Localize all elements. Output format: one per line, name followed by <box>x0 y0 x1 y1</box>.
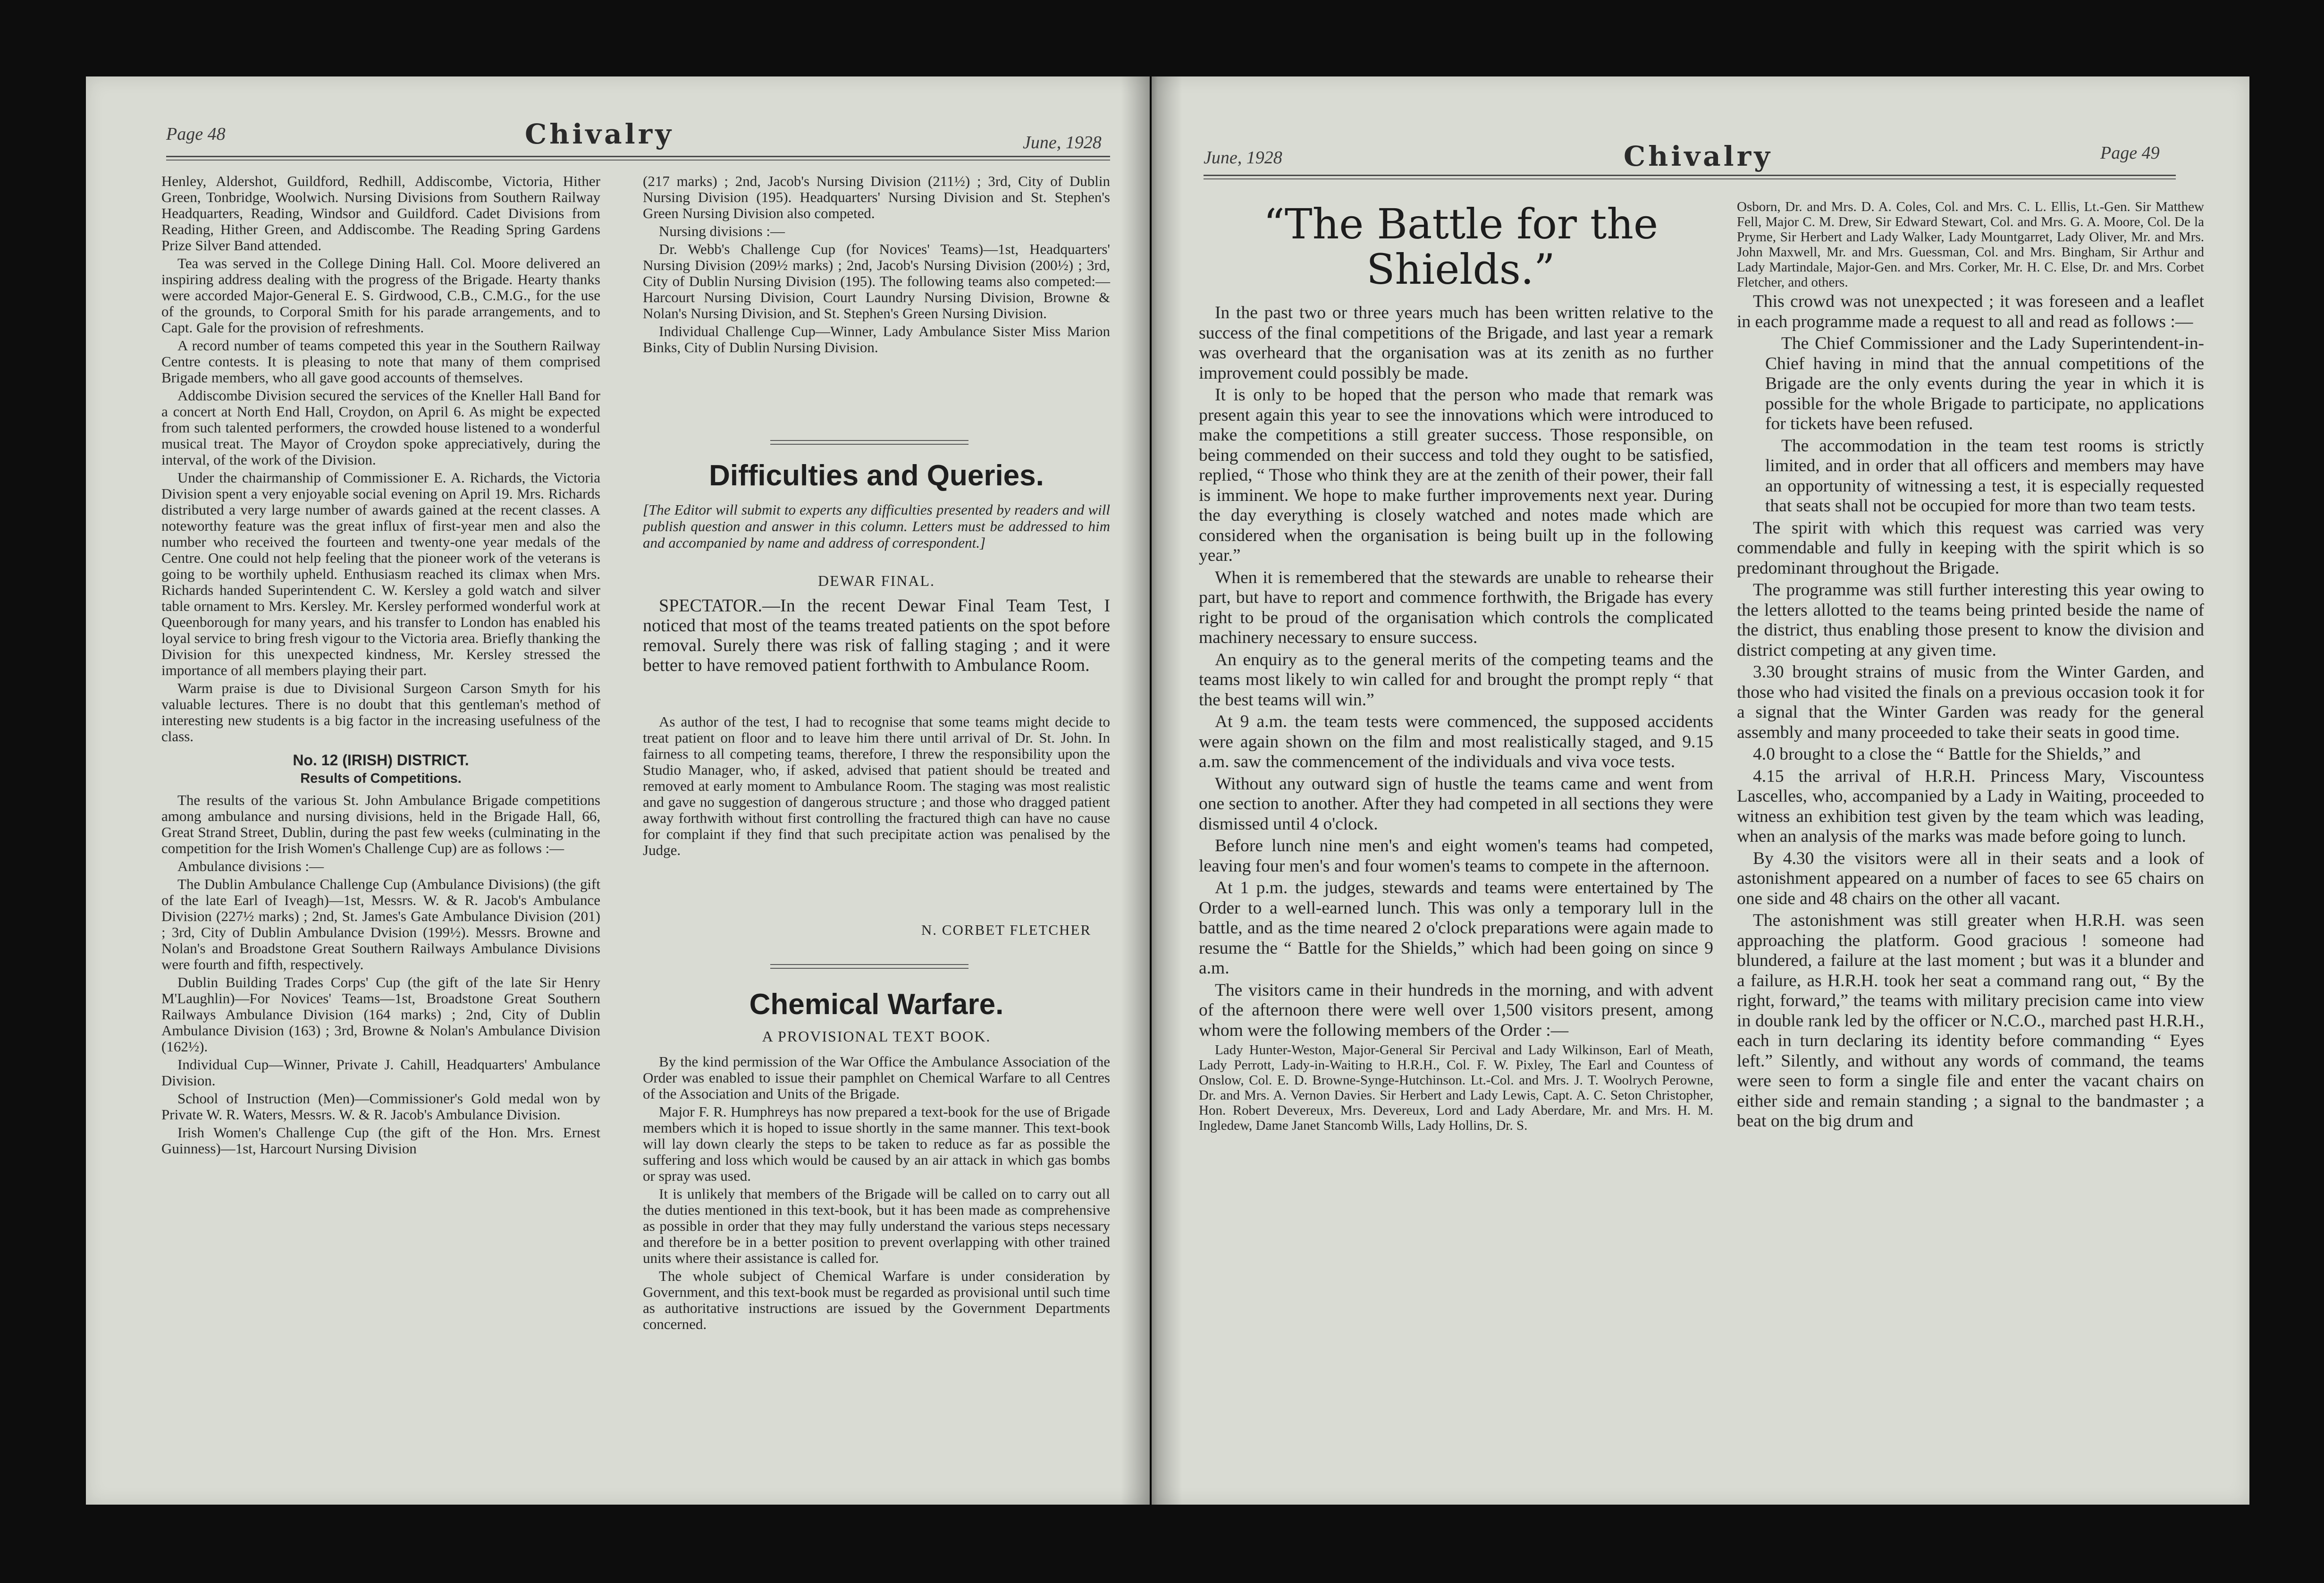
district-subheading: Results of Competitions. <box>300 770 462 786</box>
left-issue-date: June, 1928 <box>1023 133 1102 152</box>
editor-note: [The Editor will submit to experts any difficulties presented by readers and will publish question and answer in this column. Letters must be addressed to him and accompanied by name and address of correspondent.] <box>643 501 1110 551</box>
answer-block <box>643 714 1110 860</box>
paragraph: Henley, Aldershot, Guildford, Redhill, Addiscombe, Victoria, Hither Green, Tonbridge, Woolwich. Nursing Divisions from Southern Railway Headquarters, Reading, Windsor and Guildford. Cadet Divisions from Reading, Hither Green, and Addiscombe. The Reading Spring Gardens Prize Silver Band attended. <box>161 173 600 254</box>
paragraph: Major F. R. Humphreys has now prepared a text-book for the use of Brigade members which it is hoped to issue shortly in the same manner. This text-book will lay down clearly the steps to be taken to reduce as far as possible the suffering and loss which would be caused by an air attack in which gas bombs or spray was used. <box>643 1103 1110 1184</box>
paragraph: It is unlikely that members of the Brigade will be called on to carry out all the duties mentioned in this text-book, but it has been made as comprehensive as possible in order that they may fully understand the various steps necessary and therefore be in a better position to prevent overlapping with other trained units where their assistance is called for. <box>643 1185 1110 1266</box>
paragraph: When it is remembered that the stewards are unable to rehearse their part, but have to report and commence forthwith, the Brigade has every right to be proud of the organisation which controls the complicated machinery necessary to ensure success. <box>1199 567 1713 647</box>
paragraph: School of Instruction (Men)—Commissioner's Gold medal won by Private W. R. Waters, Messrs. W. & R. Jacob's Ambulance Division. <box>161 1090 600 1123</box>
leaflet-quote: The accommodation in the team test rooms is strictly limited, and in order that all officers and members may have an opportunity of witnessing a test, it is especially requested that seats shall not be occupied for more than two team tests. <box>1765 436 2204 516</box>
paragraph: The visitors came in their hundreds in the morning, and with advent of the afternoon there were well over 1,500 visitors present, among whom were the following members of the Order :— <box>1199 980 1713 1040</box>
paragraph: Irish Women's Challenge Cup (the gift of the Hon. Mrs. Ernest Guinness)—1st, Harcourt Nursing Division <box>161 1124 600 1157</box>
paragraph: Tea was served in the College Dining Hall. Col. Moore delivered an inspiring address dealing with the progress of the Brigade. Hearty thanks were accorded Major-General E. S. Girdwood, C.B., C.M.G., for the use of the grounds, to Corporal Smith for his parade arrangements, and to Capt. Gale for the provision of refreshments. <box>161 255 600 336</box>
difficulties-title: Difficulties and Queries. <box>709 459 1044 492</box>
chemical-warfare-title: Chemical Warfare. <box>749 988 1004 1021</box>
article-title-line-1: “The Battle for the <box>1263 200 1659 248</box>
section-divider <box>770 964 968 965</box>
paragraph: Dublin Building Trades Corps' Cup (the gift of the late Sir Henry M'Laughlin)—For Novices' Teams—1st, Broadstone Great Southern Railways Ambulance Division (164 marks) ; 2nd, City of Dublin Ambulance Division (163) ; 3rd, Browne & Nolan's Ambulance Division (162½). <box>161 974 600 1055</box>
attendee-names-continued: Osborn, Dr. and Mrs. D. A. Coles, Col. and Mrs. C. L. Ellis, Lt.-Gen. Sir Matthew Fell, Major C. M. Drew, Sir Edward Stewart, Col. and Mrs. G. A. Moore, Col. De la Pryme, Sir Herbert and Lady Walker, Lady Mountgarret, Lady Oliver, Mr. and Mrs. John Maxwell, Mr. and Mrs. Guessman, Col. and Mrs. Bingham, Sir Arthur and Lady Martindale, Major-Gen. and Mrs. Corker, Mr. H. C. Else, Dr. and Mrs. Corbet Fletcher, and others. <box>1737 199 2204 290</box>
paragraph: The results of the various St. John Ambulance Brigade competitions among ambulance and nursing divisions, held in the Brigade Hall, 66, Great Strand Street, Dublin, during the past few weeks (culminating in the competition for the Irish Women's Challenge Cup) are as follows :— <box>161 792 600 856</box>
district-heading: No. 12 (IRISH) DISTRICT. <box>293 752 469 769</box>
paragraph: Nursing divisions :— <box>659 223 785 239</box>
paragraph: A record number of teams competed this year in the Southern Railway Centre contests. It is pleasing to note that many of them comprised Brigade members, who all gave good accounts of themselves. <box>161 337 600 386</box>
left-page <box>86 76 1150 1505</box>
right-header-rule <box>1204 175 2176 176</box>
paragraph: Before lunch nine men's and eight women's teams had competed, leaving four men's and four women's teams to compete in the afternoon. <box>1199 836 1713 876</box>
section-divider <box>770 968 968 969</box>
leaflet-quote: The Chief Commissioner and the Lady Superintendent-in-Chief having in mind that the annual competitions of the Brigade are the only events during the year in which it is possible for the whole Brigade to participate, no applications for tickets have been refused. <box>1765 334 2204 433</box>
right-page-number: Page 49 <box>2100 143 2160 163</box>
paragraph: Under the chairmanship of Commissioner E. A. Richards, the Victoria Division spent a very enjoyable social evening on April 19. Mrs. Richards distributed a very large number of awards gained at the recent classes. A noteworthy feature was the great influx of first-year men and also the number who received the fourteen and twenty-one year medals of the Centre. One could not help feeling that the pioneer work of the veterans is going to be worthily upheld. Enthusiasm reached its climax when Mrs. Richards handed Superintendent C. W. Kersley a gold watch and silver table ornament to Mrs. Kersley. Mr. Kersley performed wonderful work at Queenborough for many years, and his transfer to London has enabled his loyal service to bring fresh vigour to the Victoria area. Briefly thanking the Division for this unexpected kindness, Mr. Kersley stressed the importance of all members playing their part. <box>161 469 600 678</box>
paragraph: Individual Challenge Cup—Winner, Lady Ambulance Sister Miss Marion Binks, City of Dublin Nursing Division. <box>643 323 1110 356</box>
paragraph: SPECTATOR.—In the recent Dewar Final Team Test, I noticed that most of the teams treated patients on the spot before removal. Surely there was risk of falling staging ; and it were better to have removed patient forthwith to Ambulance Room. <box>643 596 1110 675</box>
paragraph: The whole subject of Chemical Warfare is under consideration by Government, and this text-book must be regarded as provisional until such time as authoritative instructions are issued by the Government Departments concerned. <box>643 1268 1110 1332</box>
paragraph: 4.0 brought to a close the “ Battle for the Shields,” and <box>1753 745 2141 764</box>
paragraph: An enquiry as to the general merits of the competing teams and the teams most likely to win called for and brought the prompt reply “ that the best teams will win.” <box>1199 650 1713 710</box>
paragraph: As author of the test, I had to recognise that some teams might decide to treat patient on floor and to leave him there until arrival of Dr. St. John. In fairness to all competing teams, therefore, I threw the responsibility upon the Studio Manager, who, if asked, advised that patient should be treated and removed at early moment to Ambulance Room. The staging was most realistic and gave no suggestion of dangerous structure ; and those who dragged patient away forthwith without first controlling the fractured thigh can have no cause for complaint if they find that such precipitate action was penalised by the Judge. <box>643 713 1110 858</box>
section-divider <box>770 440 968 441</box>
right-masthead: Chivalry <box>1624 140 1773 172</box>
section-divider <box>770 444 968 445</box>
paragraph: The astonishment was still greater when H.R.H. was seen approaching the platform. Good gracious ! someone had blundered, a failure at the last moment ; but was it a blunder and a failure, as H.R.H. took her seat a command rang out, “ By the right, forward,” the teams with military precision came into view in double rank led by the officer or N.C.O., marched past H.R.H., each in turn declaring its identity before commanding “ Eyes left.” Silently, and without any words of command, the teams were seen to form a single file and enter the vacant chairs on either side and remain standing ; a signal to the bandmaster ; a beat on the big drum and <box>1737 911 2204 1131</box>
paragraph: At 9 a.m. the team tests were commenced, the supposed accidents were again shown on the film and most realistically staged, and 9.15 a.m. saw the commencement of the individuals and viva voce tests. <box>1199 712 1713 771</box>
article-title <box>1204 202 1718 292</box>
paragraph: In the past two or three years much has been written relative to the success of the final competitions of the Brigade, and last year a remark was overheard that the organisation was at its zenith as no further improvement could possibly be made. <box>1199 303 1713 383</box>
right-issue-date: June, 1928 <box>1204 148 1282 168</box>
paragraph: Without any outward sign of hustle the teams came and went from one section to another. After they had competed in all sections they were dismissed until 4 o'clock. <box>1199 774 1713 834</box>
paragraph: (217 marks) ; 2nd, Jacob's Nursing Division (211½) ; 3rd, City of Dublin Nursing Division (195). Headquarters' Nursing Division and St. Stephen's Green Nursing Division also competed. <box>643 173 1110 221</box>
spectator-question <box>643 596 1110 677</box>
paragraph: The spirit with which this request was carried was very commendable and fully in keeping with the spirit which is so predominant throughout the Brigade. <box>1737 518 2204 578</box>
left-column-1 <box>161 173 600 1159</box>
paragraph: 4.15 the arrival of H.R.H. Princess Mary, Viscountess Lascelles, who, accompanied by a Lady in Waiting, proceeded to witness an exhibition test given by the team which was leading, when an analysis of the marks was made before going to lunch. <box>1737 766 2204 846</box>
paragraph: Individual Cup—Winner, Private J. Cahill, Headquarters' Ambulance Division. <box>161 1056 600 1089</box>
right-column-1 <box>1199 303 1713 1135</box>
paragraph: By the kind permission of the War Office the Ambulance Association of the Order was enabled to issue their pamphlet on Chemical Warfare to all Centres of the Association and Units of the Brigade. <box>643 1053 1110 1102</box>
paragraph: The Dublin Ambulance Challenge Cup (Ambulance Divisions) (the gift of the late Earl of Iveagh)—1st, Messrs. W. & R. Jacob's Ambulance Division (227½ marks) ; 2nd, St. James's Gate Ambulance Division (201) ; 3rd, City of Dublin Ambulance Dvision (199½). Messrs. Browne and Nolan's and Broadstone Great Southern Railways Ambulance Divisions were fourth and fifth, respectively. <box>161 876 600 973</box>
paragraph: At 1 p.m. the judges, stewards and teams were entertained by The Order to a well-earned lunch. This was only a temporary lull in the battle, and as the time neared 2 o'clock preparations were again made to resume the “ Battle for the Shields,” which had been going on since 9 a.m. <box>1199 878 1713 978</box>
paragraph: By 4.30 the visitors were all in their seats and a look of astonishment appeared on a number of faces to see 65 chairs on one side and 48 chairs on the other all vacant. <box>1737 848 2204 908</box>
paragraph: It is only to be hoped that the person who made that remark was present again this year to see the innovations which were introduced to make the competitions a still greater success. Those responsible, on being commended on their success and told they ought to be satisfied, replied, “ Those who think they are at the zenith of their power, their fall is imminent. We hope to make further improvements next year. During the day everything is closely watched and notes made which are considered when the organisation is being built up in the following year.” <box>1199 385 1713 565</box>
left-page-number: Page 48 <box>166 124 226 144</box>
chemical-warfare-subtitle: A PROVISIONAL TEXT BOOK. <box>762 1028 991 1045</box>
attendee-names: Lady Hunter-Weston, Major-General Sir Percival and Lady Wilkinson, Earl of Meath, Lady Perrott, Lady-in-Waiting to H.R.H., Col. F. W. Pixley, The Earl and Countess of Onslow, Col. E. D. Browne-Synge-Hutchinson. Lt.-Col. and Mrs. J. T. Woolrych Perowne, Dr. and Mrs. A. Vernon Davies. Sir Herbert and Lady Lewis, Capt. A. C. Seton Christopher, Hon. Robert Devereux, Mrs. Devereux, Lord and Lady Aberdare, Mr. and Mrs. H. M. Ingledew, Dame Janet Stancomb Wills, Lady Hollins, Dr. S. <box>1199 1042 1713 1133</box>
right-page <box>1152 76 2249 1505</box>
article-title-line-2: Shields.” <box>1366 245 1555 294</box>
answer-signature: N. CORBET FLETCHER <box>921 922 1091 938</box>
paragraph: The programme was still further interesting this year owing to the letters allotted to the teams being printed beside the name of the district, thus enabling those present to know the division and district competing at any given time. <box>1737 580 2204 660</box>
left-masthead: Chivalry <box>525 118 674 150</box>
right-column-2 <box>1737 199 2204 1134</box>
paragraph: This crowd was not unexpected ; it was foreseen and a leaflet in each programme made a request to all and read as follows :— <box>1737 292 2204 331</box>
dewar-final-subtitle: DEWAR FINAL. <box>818 572 935 589</box>
chemical-warfare-body <box>643 1054 1110 1334</box>
paragraph: 3.30 brought strains of music from the Winter Garden, and those who had visited the finals on a previous occasion took it for a signal that the Winter Garden was ready for the general assembly and many proceeded to take their seats in good time. <box>1737 662 2204 742</box>
paragraph: Ambulance divisions :— <box>177 858 324 874</box>
paragraph: Dr. Webb's Challenge Cup (for Novices' Teams)—1st, Headquarters' Nursing Division (209½ marks) ; 2nd, Jacob's Nursing Division (200½) ; 3rd, City of Dublin Nursing Division (195). The following teams also competed:—Harcourt Nursing Division, Court Laundry Nursing Division, Browne & Nolan's Nursing Division, and St. Stephen's Green Nursing Division. <box>643 241 1110 322</box>
left-column-2 <box>643 173 1110 357</box>
left-header-rule <box>166 156 1110 157</box>
paragraph: Warm praise is due to Divisional Surgeon Carson Smyth for his valuable lectures. There is no doubt that this gentleman's method of interesting new students is a big factor in the increasing usefulness of the class. <box>161 680 600 745</box>
left-header-rule-2 <box>166 160 1110 161</box>
book-gutter <box>1121 76 1182 1505</box>
paragraph: Addiscombe Division secured the services of the Kneller Hall Band for a concert at North End Hall, Croydon, on April 6. As might be expected from such talented performers, the crowded house listened to a wonderful musical treat. The Mayor of Croydon spoke appreciatively, during the interval, of the work of the Division. <box>161 387 600 468</box>
right-header-rule-2 <box>1204 178 2176 179</box>
